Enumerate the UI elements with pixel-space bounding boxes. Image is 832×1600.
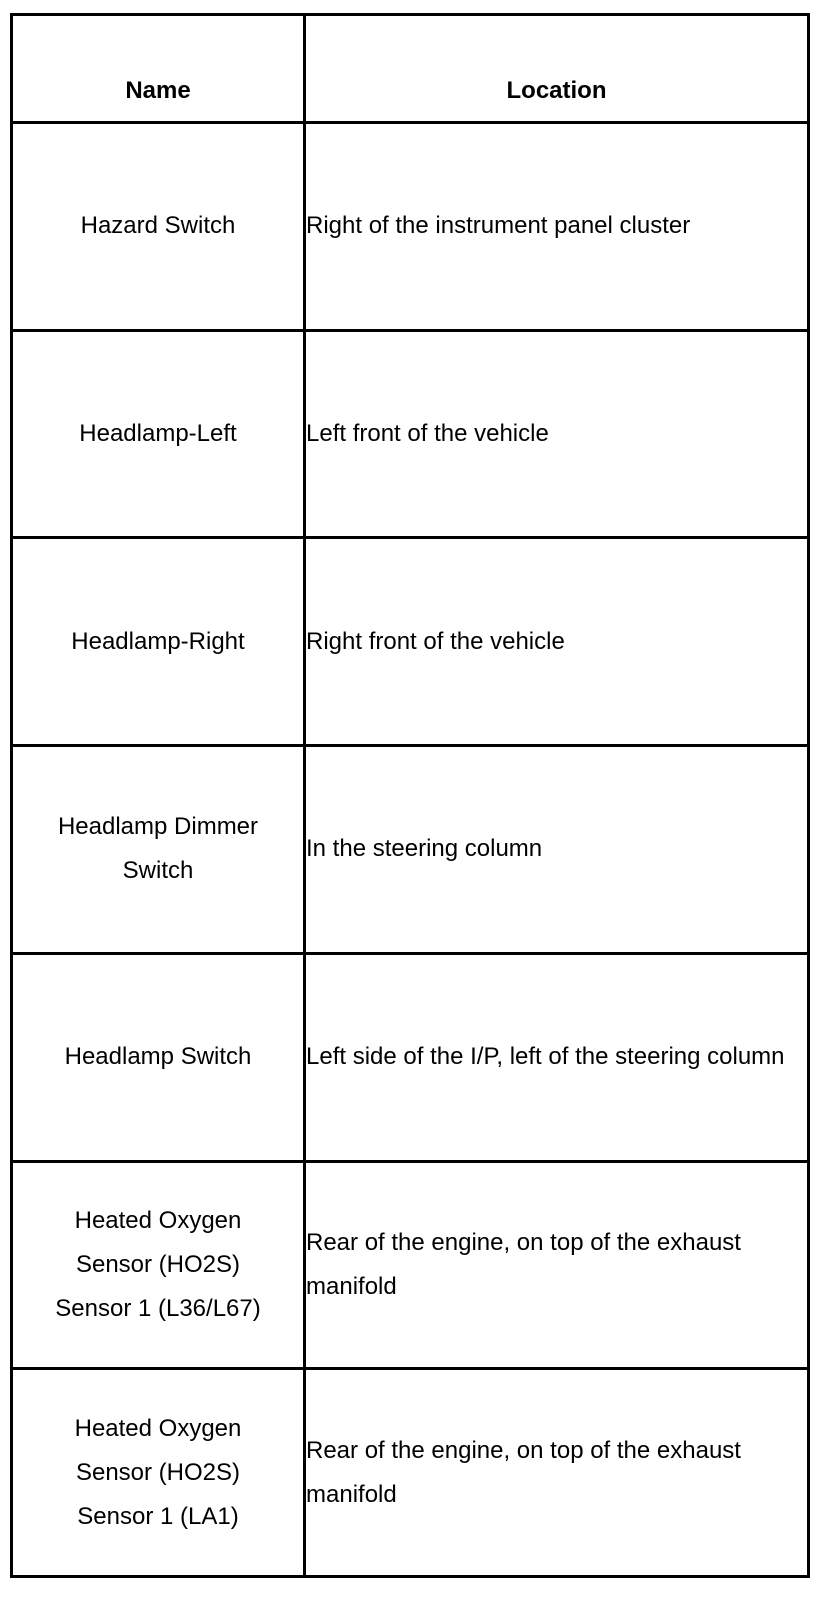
table-row <box>12 746 809 954</box>
column-header-name <box>12 15 305 123</box>
name-cell <box>12 123 305 331</box>
table-row <box>12 538 809 746</box>
name-cell <box>12 953 305 1161</box>
component-location: Rear of the engine, on top of the exhaust manifold <box>306 1228 741 1300</box>
location-cell <box>305 330 809 538</box>
table-row <box>12 953 809 1161</box>
location-cell <box>305 746 809 954</box>
table-row <box>12 1369 809 1577</box>
name-cell <box>12 746 305 954</box>
component-location: Left front of the vehicle <box>306 420 549 448</box>
column-header-location-label: Location <box>506 77 607 104</box>
component-name: Headlamp Dimmer Switch <box>57 813 259 885</box>
component-location-table <box>10 13 810 1578</box>
component-name: Headlamp-Left <box>79 420 237 448</box>
name-cell <box>12 1161 305 1369</box>
component-name: Headlamp-Right <box>71 627 245 655</box>
location-cell <box>305 123 809 331</box>
component-location: Rear of the engine, on top of the exhaust manifold <box>306 1436 741 1508</box>
component-location-table-container <box>10 13 807 1578</box>
component-name: Hazard Switch <box>80 212 236 240</box>
table-header-row <box>12 15 809 123</box>
name-cell <box>12 538 305 746</box>
name-cell <box>12 1369 305 1577</box>
component-name: Heated Oxygen Sensor (HO2S) Sensor 1 (L36/L67) <box>55 1206 261 1322</box>
location-cell <box>305 953 809 1161</box>
component-name: Headlamp Switch <box>64 1043 252 1071</box>
location-cell <box>305 1161 809 1369</box>
location-cell <box>305 1369 809 1577</box>
component-location: In the steering column <box>306 835 543 863</box>
column-header-location <box>305 15 809 123</box>
table-row <box>12 330 809 538</box>
component-location: Right of the instrument panel cluster <box>306 212 691 240</box>
table-row <box>12 1161 809 1369</box>
component-location: Left side of the I/P, left of the steering column <box>306 1043 785 1071</box>
name-cell <box>12 330 305 538</box>
location-cell <box>305 538 809 746</box>
table-row <box>12 123 809 331</box>
component-location: Right front of the vehicle <box>306 627 565 655</box>
component-name: Heated Oxygen Sensor (HO2S) Sensor 1 (LA1) <box>74 1414 242 1530</box>
column-header-name-label: Name <box>125 77 191 104</box>
